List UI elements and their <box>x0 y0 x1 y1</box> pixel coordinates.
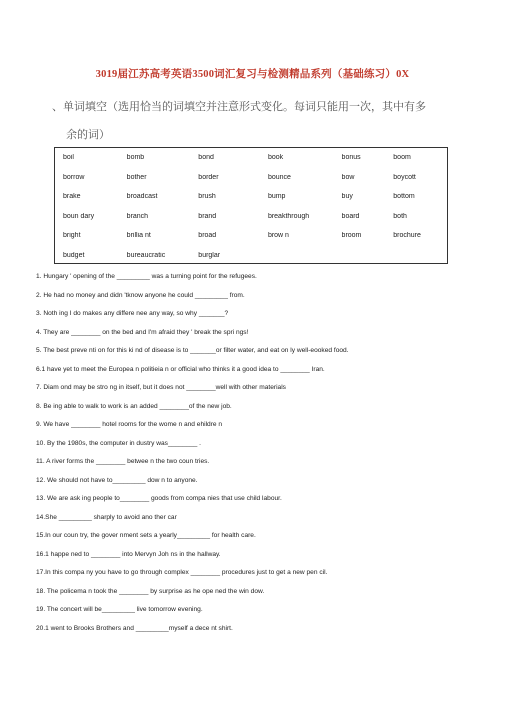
question-item: 10. By the 1980s, the computer in dustry was________ . <box>36 439 201 447</box>
worksheet-title: 3019届江苏高考英语3500词汇复习与检测精品系列（基础练习）0X <box>95 69 410 80</box>
word-bank-cell: buy <box>341 193 353 201</box>
word-bank-cell: bond <box>198 154 214 162</box>
word-bank-cell: brake <box>63 193 81 201</box>
instruction-line-2: 余的词） <box>66 129 110 141</box>
word-bank-cell: border <box>198 173 219 181</box>
word-bank-cell: brow n <box>267 232 289 240</box>
word-bank-cell: broadcast <box>126 193 158 201</box>
word-bank-cell: broad <box>198 232 217 240</box>
word-bank-cell: bow <box>341 173 355 181</box>
word-bank-cell: book <box>267 154 284 162</box>
word-bank-cell: brand <box>198 212 217 220</box>
question-item: 13. We are ask ing people to________ goods from compa nies that use child labour. <box>36 495 282 502</box>
word-bank-cell: branch <box>126 212 149 220</box>
word-bank-row <box>55 226 447 246</box>
word-bank-table <box>54 147 448 264</box>
word-bank-row <box>55 148 447 168</box>
word-bank-cell: budget <box>63 251 85 259</box>
question-item: 20.1 went to Brooks Brothers and _________myself a dece nt shirt. <box>36 624 233 632</box>
word-bank-cell: borrow <box>63 173 85 181</box>
word-bank-cell: bonus <box>341 154 361 162</box>
instruction-line-1: 、单词填空（选用恰当的词填空并注意形式变化。每词只能用一次，其中有多 <box>52 101 426 113</box>
word-bank-row <box>55 207 447 227</box>
word-bank-cell: bother <box>126 173 147 181</box>
word-bank-row <box>55 246 447 266</box>
question-item: 15.In our coun try, the gover nment sets a yearly_________ for health care. <box>36 532 256 539</box>
question-item: 9. We have ________ hotel rooms for the wome n and ehildre n <box>36 421 223 428</box>
question-item: 14.She _________ sharply to avoid ano ther car <box>36 513 177 521</box>
word-bank-cell: bomb <box>126 154 145 162</box>
question-item: 17.In this compa ny you have to go through complex ________ procedures just to get a new pen cil. <box>36 569 328 576</box>
word-bank-cell: boom <box>393 154 411 162</box>
word-bank-cell: board <box>341 212 360 220</box>
word-bank-cell: brochure <box>393 232 421 240</box>
question-item: 19. The concert will be_________ live tomorrow evening. <box>36 606 203 613</box>
word-bank-cell: boil <box>63 154 74 162</box>
word-bank-cell: boun dary <box>63 212 95 220</box>
question-item: 11. A river forms the ________ betwee n the two coun tries. <box>36 458 210 465</box>
word-bank-row <box>55 168 447 188</box>
word-bank-row <box>55 187 447 207</box>
word-bank-cell: broom <box>341 232 362 240</box>
question-item: 3. Noth ing I do makes any differe nee any way, so why _______? <box>36 310 229 317</box>
question-item: 16.1 happe ned to ________ into Mervyn Joh ns in the hallway. <box>36 550 221 558</box>
question-item: 2. He had no money and didn 'tknow anyone he could _________ from. <box>36 291 245 299</box>
word-bank-cell: bump <box>267 193 286 201</box>
question-item: 1. Hungary ' opening of the _________ was a turning point for the refugees. <box>36 273 257 280</box>
question-item: 12. We should not have to_________ dow n to anyone. <box>36 476 198 484</box>
word-bank-cell: brush <box>198 193 216 201</box>
question-item: 4. They are ________ on the bed and I'm afraid they ' break the spri ngs! <box>36 328 249 336</box>
question-item: 6.1 have yet to meet the Europea n politieia n or official who thinks it a good idea to ________ Iran. <box>36 365 325 373</box>
word-bank-cell: bright <box>63 232 81 240</box>
question-item: 7. Diam ond may be stro ng in itself, but it does not ________well with other materials <box>36 384 286 391</box>
word-bank-cell: breakthrough <box>267 212 310 220</box>
word-bank-cell: bounce <box>267 173 291 181</box>
word-bank-cell: bureaucratic <box>126 251 166 259</box>
word-bank-cell: bottom <box>393 193 415 201</box>
word-bank-cell: boycott <box>393 173 416 181</box>
word-bank-cell: both <box>393 212 407 220</box>
question-item: 8. Be ing able to walk to work is an added ________of the new job. <box>36 402 232 410</box>
word-bank-cell: brillia nt <box>126 232 151 240</box>
question-item: 5. The best preve nti on for this ki nd of disease is to _______or filter water, and eat on ly well-eooked food. <box>36 347 349 354</box>
word-bank-cell: burglar <box>198 251 221 259</box>
question-item: 18. The policema n took the ________ by surprise as he ope ned the win dow. <box>36 587 265 595</box>
question-list <box>36 268 476 638</box>
